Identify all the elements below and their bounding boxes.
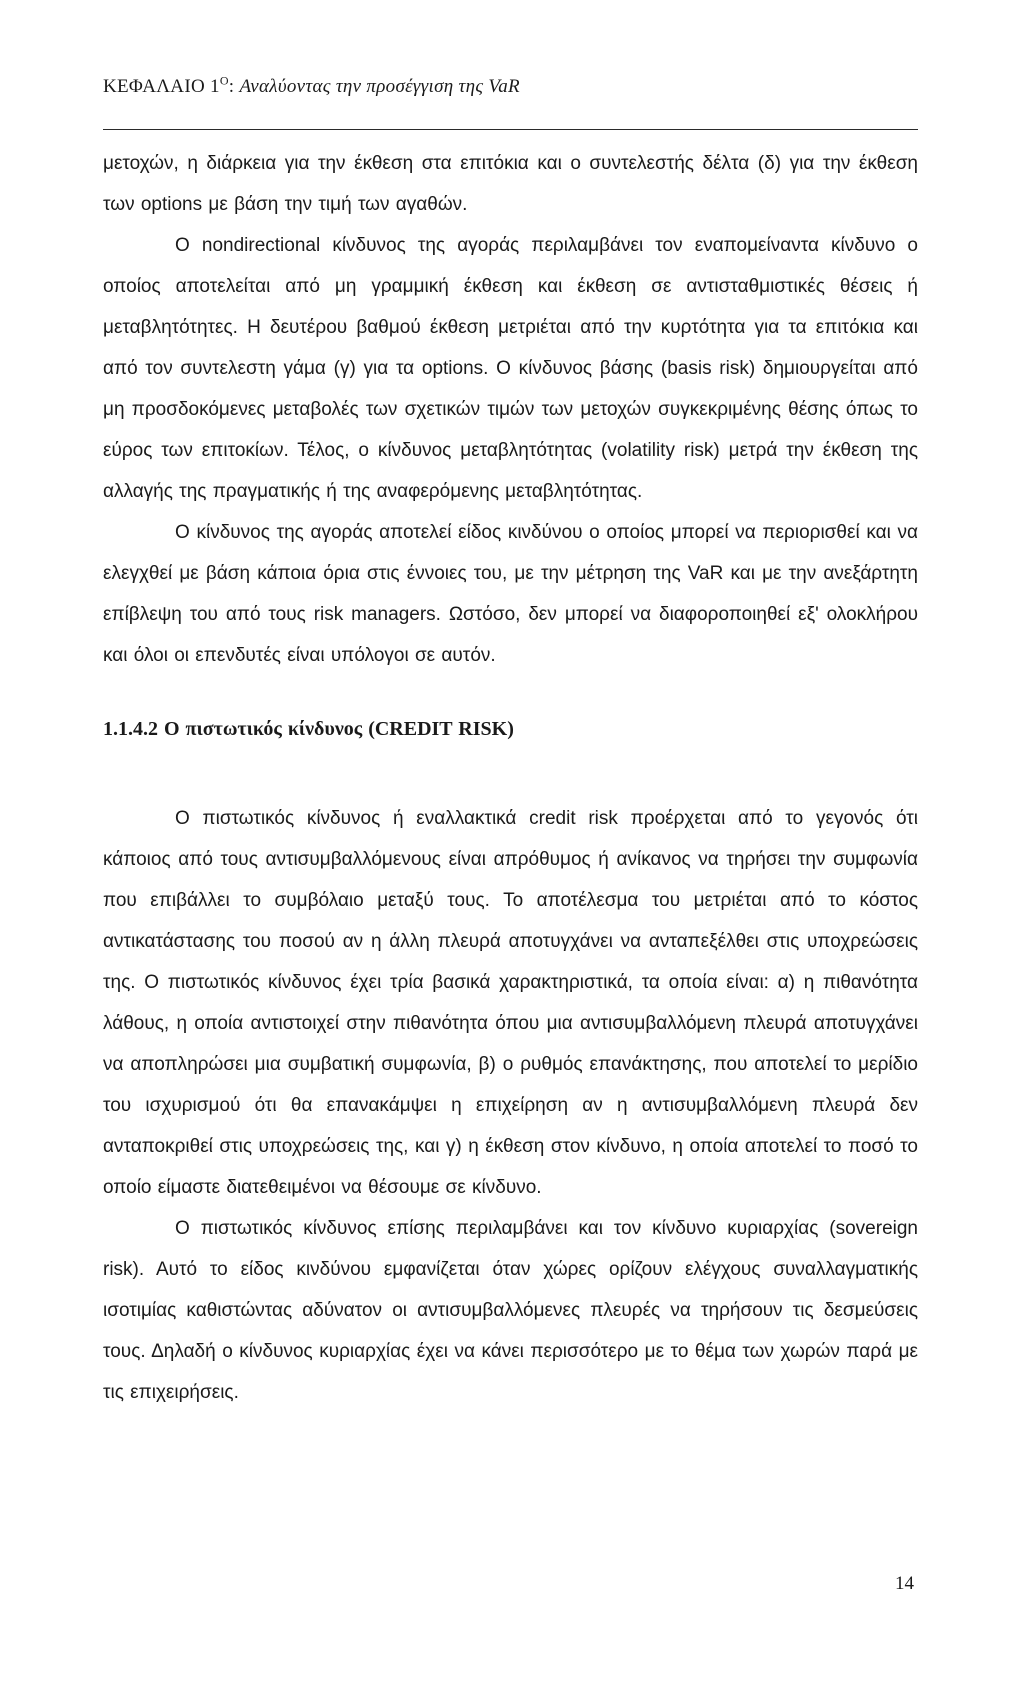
page-body <box>103 143 918 1413</box>
chapter-superscript: Ο <box>219 73 229 88</box>
spacer <box>103 750 918 798</box>
chapter-subtitle: Αναλύοντας την προσέγγιση της VaR <box>239 76 520 97</box>
spacer <box>103 676 918 709</box>
chapter-label: ΚΕΦΑΛΑΙΟ 1 <box>103 76 220 97</box>
header-rule <box>103 129 918 130</box>
paragraph: Ο nondirectional κίνδυνος της αγοράς περιλαμβάνει τον εναπομείναντα κίνδυνο ο οποίος αποτελείται από μη γραμμική έκθεση και έκθεση σε αντισταθμιστικές θέσεις ή μεταβλητότητες. Η δευτέρου βαθμού έκθεση μετριέται από την κυρτότητα για τα επιτόκια και από τον συντελεστη γάμα (γ) για τα options. Ο κίνδυνος βάσης (basis risk) δημιουργείται από μη προσδοκόμενες μεταβολές των σχετικών τιμών των μετοχών συγκεκριμένης θέσης όπως το εύρος των επιτοκίων. Τέλος, ο κίνδυνος μεταβλητότητας (volatility risk) μετρά την έκθεση της αλλαγής της πραγματικής ή της αναφερόμενης μεταβλητότητας. <box>103 235 918 502</box>
header-separator: : <box>228 76 240 97</box>
section-heading: 1.1.4.2 Ο πιστωτικός κίνδυνος (CREDIT RISK) <box>103 718 514 740</box>
running-header <box>103 73 520 98</box>
page-number: 14 <box>895 1573 914 1594</box>
paragraph: Ο πιστωτικός κίνδυνος επίσης περιλαμβάνει και τον κίνδυνο κυριαρχίας (sovereign risk). Αυτό το είδος κινδύνου εμφανίζεται όταν χώρες ορίζουν ελέγχους συναλλαγματικής ισοτιμίας καθιστώντας αδύνατον οι αντισυμβαλλόμενες πλευρές να τηρήσουν τις δεσμεύσεις τους. Δηλαδή ο κίνδυνος κυριαρχίας έχει να κάνει περισσότερο με το θέμα των χωρών παρά με τις επιχειρήσεις. <box>103 1218 918 1403</box>
paragraph: Ο κίνδυνος της αγοράς αποτελεί είδος κινδύνου ο οποίος μπορεί να περιορισθεί και να ελεγχθεί με βάση κάποια όρια στις έννοιες του, με την μέτρηση της VaR και με την ανεξάρτητη επίβλεψη του από τους risk managers. Ωστόσο, δεν μπορεί να διαφοροποιηθεί εξ' ολοκλήρου και όλοι οι επενδυτές είναι υπόλογοι σε αυτόν. <box>103 522 918 666</box>
paragraph-continued: μετοχών, η διάρκεια για την έκθεση στα επιτόκια και ο συντελεστής δέλτα (δ) για την έκθεση των options με βάση την τιμή των αγαθών. <box>103 153 918 215</box>
paragraph: Ο πιστωτικός κίνδυνος ή εναλλακτικά credit risk προέρχεται από το γεγονός ότι κάποιος από τους αντισυμβαλλόμενους είναι απρόθυμος ή ανίκανος να τηρήσει την συμφωνία που επιβάλλει το συμβόλαιο μεταξύ τους. Το αποτέλεσμα του μετριέται από το κόστος αντικατάστασης του ποσού αν η άλλη πλευρά αποτυγχάνει να ανταπεξέλθει στις υποχρεώσεις της. Ο πιστωτικός κίνδυνος έχει τρία βασικά χαρακτηριστικά, τα οποία είναι: α) η πιθανότητα λάθους, η οποία αντιστοιχεί στην πιθανότητα όπου μια αντισυμβαλλόμενη πλευρά αποτυγχάνει να αποπληρώσει μια συμβατική συμφωνία, β) ο ρυθμός επανάκτησης, που αποτελεί το μερίδιο του ισχυρισμού ότι θα επανακάμψει η επιχείρηση αν η αντισυμβαλλόμενη πλευρά δεν ανταποκριθεί στις υποχρεώσεις της, και γ) η έκθεση στον κίνδυνο, η οποία αποτελεί το ποσό το οποίο είμαστε διατεθειμένοι να θέσουμε σε κίνδυνο. <box>103 808 918 1198</box>
